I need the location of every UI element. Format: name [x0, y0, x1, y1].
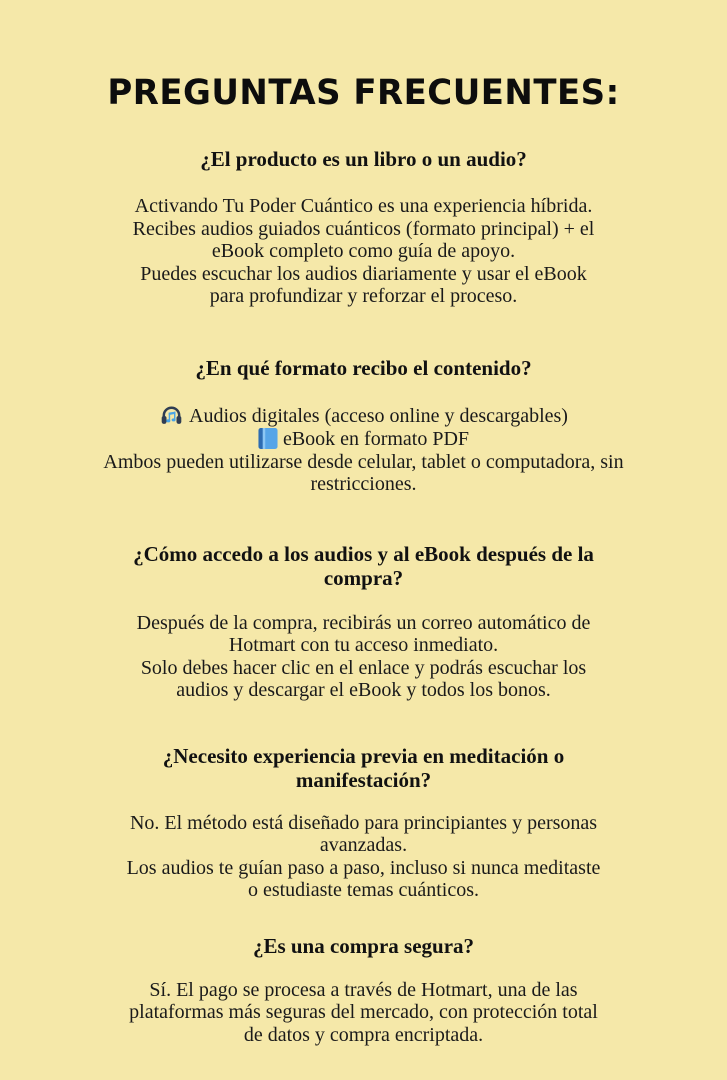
faq-answer [36, 812, 691, 902]
answer-line: restricciones. [310, 473, 417, 495]
answer-line: Sí. El pago se procesa a través de Hotmart, una de las [149, 978, 578, 1001]
faq-question [36, 356, 691, 380]
question-line: ¿Es una compra segura? [252, 933, 475, 958]
answer-line: Activando Tu Poder Cuántico es una experiencia híbrida. [134, 195, 593, 217]
question-line: ¿El producto es un libro o un audio? [200, 147, 527, 171]
faq-section-acceso [36, 542, 691, 702]
answer-line: Puedes escuchar los audios diariamente y usar el eBook [140, 262, 587, 285]
answer-line [36, 402, 691, 428]
faq-section-compra-segura [36, 934, 691, 1047]
blue-book-icon [258, 427, 278, 451]
answer-text: Audios digitales (acceso online y descargables) [189, 404, 568, 427]
faq-question [36, 744, 691, 792]
question-line: ¿En qué formato recibo el contenido? [195, 355, 532, 380]
answer-line: Recibes audios guiados cuánticos (formato principal) + el [132, 217, 595, 240]
answer-line: Después de la compra, recibirás un correo automático de [136, 611, 591, 634]
headphones-icon [159, 402, 184, 428]
faq-question [36, 934, 691, 958]
answer-line: para profundizar y reforzar el proceso. [209, 285, 518, 307]
answer-line: Hotmart con tu acceso inmediato. [228, 634, 499, 656]
answer-line: avanzadas. [319, 834, 408, 856]
faq-section-producto [36, 147, 691, 308]
question-line: ¿Necesito experiencia previa en meditación o [162, 743, 565, 768]
answer-text: eBook en formato PDF [282, 428, 470, 450]
answer-line: No. El método está diseñado para principiantes y personas [129, 811, 598, 834]
faq-answer [36, 402, 691, 496]
answer-line: Solo debes hacer clic en el enlace y podrás escuchar los [140, 656, 587, 679]
faq-question [36, 147, 691, 171]
question-line: ¿Cómo accedo a los audios y al eBook después de la [133, 541, 594, 566]
answer-line: o estudiaste temas cuánticos. [247, 879, 480, 901]
answer-line: Ambos pueden utilizarse desde celular, tablet o computadora, sin [103, 450, 624, 473]
question-line: compra? [323, 565, 404, 590]
answer-line: audios y descargar el eBook y todos los bonos. [176, 679, 551, 701]
answer-line: plataformas más seguras del mercado, con protección total [129, 1001, 598, 1023]
faq-answer [36, 612, 691, 702]
faq-section-experiencia [36, 744, 691, 902]
answer-line: Los audios te guían paso a paso, incluso si nunca meditaste [126, 856, 601, 879]
faq-answer [36, 195, 691, 308]
answer-line: de datos y compra encriptada. [243, 1023, 484, 1046]
question-line: manifestación? [295, 767, 432, 792]
faq-question [36, 542, 691, 590]
faq-section-formato [36, 356, 691, 496]
page-title: PREGUNTAS FRECUENTES: [107, 73, 620, 113]
answer-line [36, 427, 691, 451]
faq-answer [36, 979, 691, 1047]
answer-line: eBook completo como guía de apoyo. [211, 240, 516, 262]
